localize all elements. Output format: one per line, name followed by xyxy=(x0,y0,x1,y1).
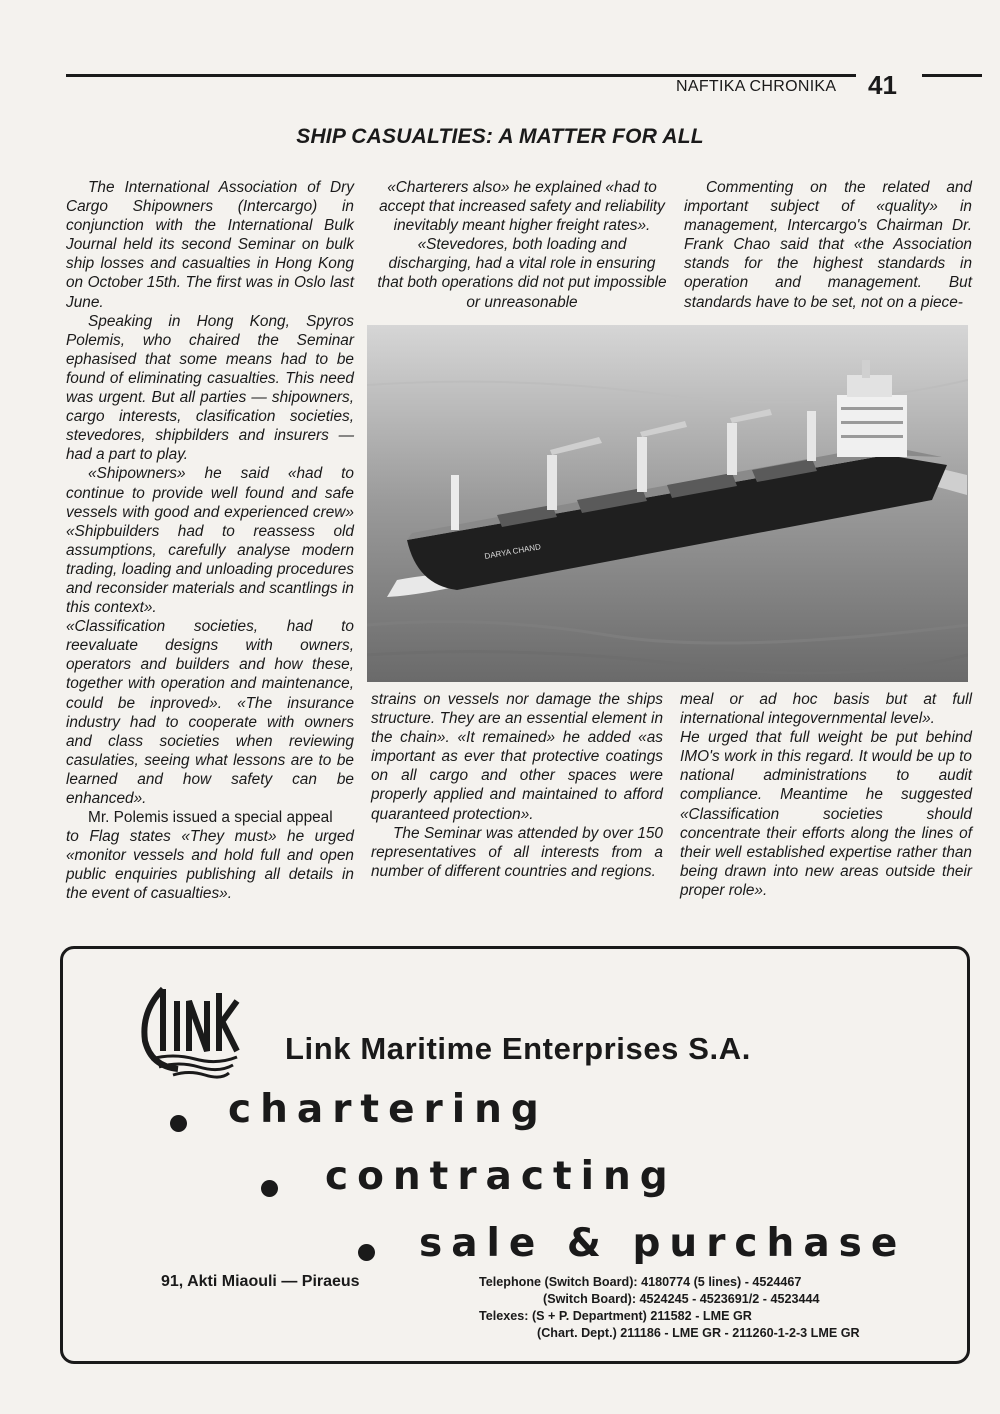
ship-name-label: DARYA CHAND xyxy=(483,542,542,561)
paragraph: He urged that full weight be put behind IMO's work in this regard. It would be up to national administrations to audit compliance. Meantime he suggested «Classification societies should concentrate their efforts along the lines of their well established expertise rather than being drawn into new areas outside their proper role». xyxy=(680,729,972,899)
bullet xyxy=(261,1180,278,1197)
paragraph: «Classification societies, had to reevaluate designs with owners, operators and builders and how these, together with operation and maintenance, could be inproved». «The insurance industry had to cooperate with owners and class societies when reviewing casulaties, seeing what lessons are to be learned and how safety can be enhanced». xyxy=(66,618,354,807)
page-number: 41 xyxy=(868,70,897,100)
bullet xyxy=(358,1244,375,1261)
article-column-1 xyxy=(66,178,354,904)
paragraph: to Flag states «They must» he urged «monitor vessels and hold full and open public enquiries publishing all details in the event of casualties». xyxy=(66,828,354,903)
paragraph: Mr. Polemis issued a special appeal xyxy=(88,809,333,827)
article-column-2-top xyxy=(376,178,668,312)
company-name: Link Maritime Enterprises S.A. xyxy=(285,1031,751,1066)
service-sale-purchase: sale & purchase xyxy=(419,1221,907,1266)
article-column-3-top xyxy=(684,178,972,312)
paragraph: «Charterers also» he explained «had to accept that increased safety and reliability inevitably meant higher freight rates». «Stevedores, both loading and discharging, had a vital role in ensuring that both operations did not put impossible or unreasonable xyxy=(377,179,667,311)
contact-line: Telephone (Switch Board): 4180774 (5 lines) - 4524467 xyxy=(479,1275,802,1289)
header-rule xyxy=(66,74,856,77)
link-maritime-advertisement xyxy=(60,946,970,1364)
paragraph: The International Association of Dry Cargo Shipowners (Intercargo) in conjunction with the International Bulk Journal held its second Seminar on bulk ship losses and casualties in Hong Kong on October 15th. The first was in Oslo last June. xyxy=(66,179,354,311)
header-rule-right xyxy=(922,74,982,77)
paragraph: meal or ad hoc basis but at full international integovernmental level». xyxy=(680,691,972,728)
article-title: SHIP CASUALTIES: A MATTER FOR ALL xyxy=(296,125,704,148)
article-column-2-bottom xyxy=(371,690,663,881)
service-contracting: contracting xyxy=(325,1154,677,1199)
publication-name: NAFTIKA CHRONIKA xyxy=(676,78,837,95)
contact-line: Telexes: (S + P. Department) 211582 - LME GR xyxy=(479,1309,752,1323)
link-logo-icon xyxy=(133,971,243,1081)
paragraph: «Shipowners» he said «had to continue to provide well found and safe vessels with good and experienced crew» «Shipbuilders had to reassess old assumptions, carefully analyse modern trading, loading and unloading procedures and reconsider materials and scantlings in this context». xyxy=(66,465,354,617)
paragraph: strains on vessels nor damage the ships structure. They are an essential element in the chain». «It remained» he added «as important as ever that protective coatings on all cargo and other spaces were properly applied and maintained to afford quaranteed protection». xyxy=(371,691,663,823)
contact-line: (Chart. Dept.) 211186 - LME GR - 211260-1-2-3 LME GR xyxy=(537,1326,860,1340)
company-address: 91, Akti Miaouli — Piraeus xyxy=(161,1273,360,1290)
paragraph: Commenting on the related and important subject of «quality» in management, Intercargo's Chairman Dr. Frank Chao said that «the Association stands for the highest standards in operation and management. But standards have to be set, not on a piece- xyxy=(684,179,972,311)
service-chartering: chartering xyxy=(228,1087,548,1132)
bullet xyxy=(170,1115,187,1132)
ship-photo xyxy=(367,325,968,682)
paragraph: Speaking in Hong Kong, Spyros Polemis, who chaired the Seminar ephasised that some means had to be found of eliminating casualties. This need was urgent. But all parties — shipowners, cargo interests, clasification societies, stevedores, shipbilders and insurers — had a part to play. xyxy=(66,312,354,464)
article-column-3-bottom xyxy=(680,690,972,900)
paragraph: The Seminar was attended by over 150 representatives of all interests from a number of different countries and regions. xyxy=(371,824,663,880)
contact-line: (Switch Board): 4524245 - 4523691/2 - 4523444 xyxy=(543,1292,820,1306)
